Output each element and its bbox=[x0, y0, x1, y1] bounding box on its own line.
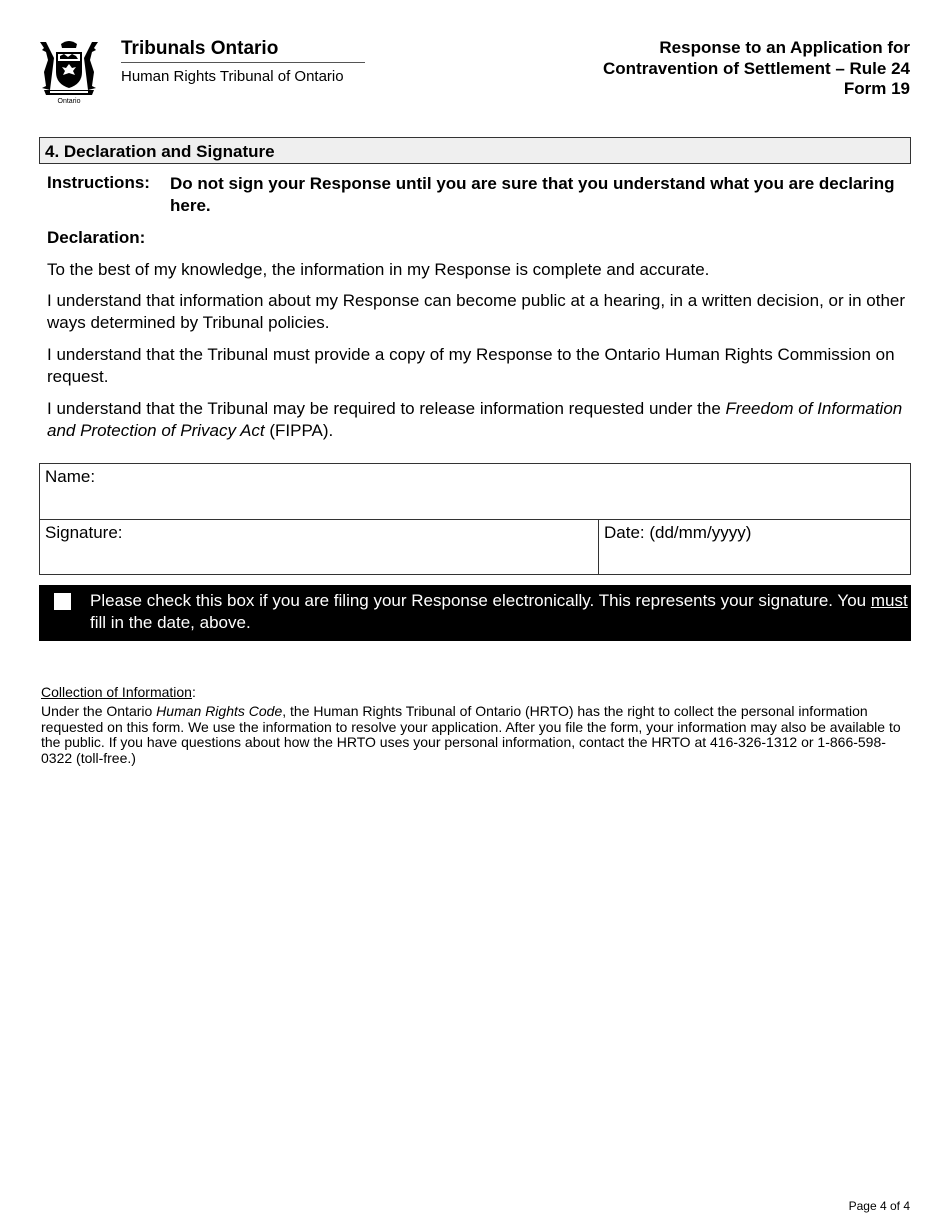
declaration-paragraph-2: I understand that information about my Response can become public at a hearing, in a written decision, or in other ways determined by Tribunal policies. bbox=[47, 291, 906, 332]
declaration-paragraph-4 bbox=[47, 398, 907, 442]
page-number: Page 4 of 4 bbox=[848, 1199, 910, 1213]
para4-text-a: I understand that the Tribunal may be required to release information requested under the bbox=[47, 399, 726, 418]
date-field[interactable] bbox=[599, 520, 910, 575]
ontario-coat-of-arms-logo bbox=[36, 38, 102, 104]
section-heading: 4. Declaration and Signature bbox=[39, 137, 911, 164]
collection-title-text: Collection of Information bbox=[41, 684, 192, 700]
date-label: Date: (dd/mm/yyyy) bbox=[604, 523, 752, 542]
signature-field[interactable] bbox=[40, 520, 598, 575]
org-divider bbox=[121, 62, 365, 63]
efile-text-a: Please check this box if you are filing your Response electronically. This represents your signature. You bbox=[90, 591, 871, 610]
collection-body-a: Under the Ontario bbox=[41, 703, 157, 719]
collection-body bbox=[41, 704, 911, 766]
fippa-act-title: Freedom of Information and Protection of Privacy Act bbox=[47, 399, 903, 440]
collection-title-colon: : bbox=[191, 684, 196, 700]
name-field[interactable] bbox=[40, 464, 910, 520]
human-rights-code-title: Human Rights Code bbox=[156, 703, 283, 719]
instructions-label: Instructions: bbox=[47, 173, 150, 192]
org-subtitle: Human Rights Tribunal of Ontario bbox=[121, 68, 344, 85]
declaration-paragraph-3: I understand that the Tribunal must provide a copy of my Response to the Ontario Human Rights Commission on request. bbox=[47, 345, 895, 386]
collection-body-b: , the Human Rights Tribunal of Ontario (HRTO) has the right to collect the personal information requested on this form. We use the information to resolve your application. After you file the form, your information may also be available to the public. If you have questions about how the HRTO uses your personal information, contact the HRTO at 416-326-1312 or 1-866-598-0322 (toll-free.) bbox=[41, 703, 901, 766]
name-label: Name: bbox=[45, 467, 96, 486]
form-title-line2: Contravention of Settlement – Rule 24 bbox=[603, 58, 910, 78]
declaration-label: Declaration: bbox=[47, 228, 146, 247]
collection-title bbox=[41, 684, 196, 700]
para4-text-b: (FIPPA). bbox=[264, 421, 334, 440]
electronic-filing-checkbox[interactable] bbox=[54, 593, 71, 610]
efile-must: must bbox=[870, 591, 908, 610]
signature-label: Signature: bbox=[45, 523, 123, 542]
org-name: Tribunals Ontario bbox=[121, 38, 279, 59]
form-title-line1: Response to an Application for bbox=[659, 38, 910, 57]
electronic-filing-message bbox=[90, 590, 910, 634]
efile-text-b: fill in the date, above. bbox=[90, 613, 251, 632]
form-title-line3: Form 19 bbox=[843, 79, 910, 98]
electronic-filing-bar bbox=[39, 585, 911, 641]
declaration-paragraph-1: To the best of my knowledge, the information in my Response is complete and accurate. bbox=[47, 260, 710, 279]
form-title bbox=[603, 38, 910, 100]
logo-caption: Ontario bbox=[57, 98, 81, 104]
signature-fields-table bbox=[39, 463, 911, 575]
instructions-text: Do not sign your Response until you are sure that you understand what you are declaring here. bbox=[170, 174, 895, 215]
